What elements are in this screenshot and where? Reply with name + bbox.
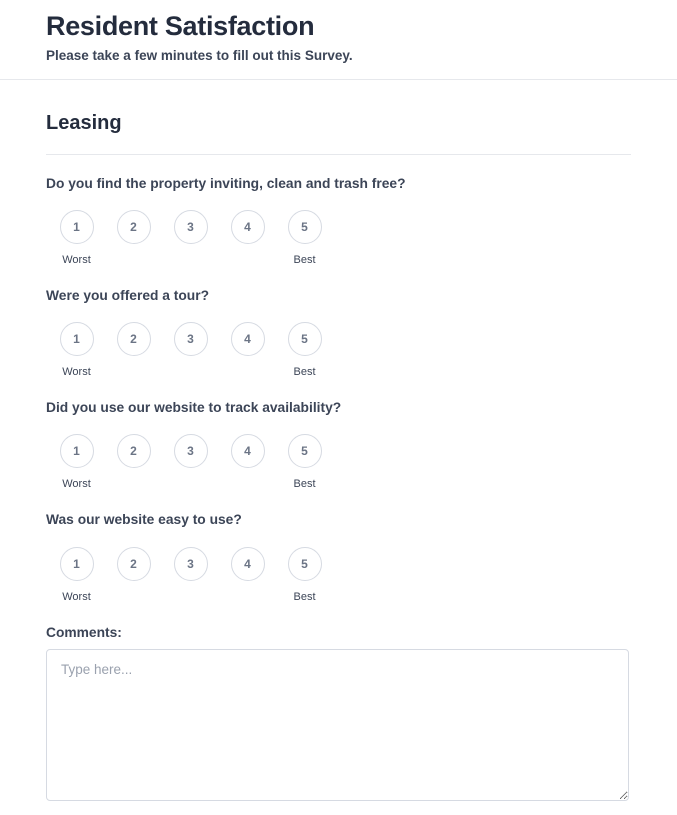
rating-option-5 (276, 210, 333, 267)
rating-option-3 (162, 322, 219, 379)
rating-scale (46, 547, 631, 604)
rating-label-worst: Worst (62, 478, 91, 491)
rating-circle-5[interactable]: 5 (288, 547, 322, 581)
rating-option-3 (162, 210, 219, 267)
rating-circle-3[interactable]: 3 (174, 547, 208, 581)
rating-circle-2[interactable]: 2 (117, 210, 151, 244)
rating-scale (46, 434, 631, 491)
question-block (46, 155, 631, 267)
rating-option-1 (48, 547, 105, 604)
rating-option-1 (48, 210, 105, 267)
question-text: Do you find the property inviting, clean and trash free? (46, 175, 406, 191)
rating-label-best: Best (293, 478, 316, 491)
rating-option-5 (276, 434, 333, 491)
rating-circle-5[interactable]: 5 (288, 434, 322, 468)
leasing-section (0, 110, 677, 815)
rating-option-5 (276, 547, 333, 604)
rating-circle-1[interactable]: 1 (60, 434, 94, 468)
rating-circle-5[interactable]: 5 (288, 210, 322, 244)
rating-circle-4[interactable]: 4 (231, 434, 265, 468)
rating-option-2 (105, 547, 162, 604)
rating-circle-2[interactable]: 2 (117, 547, 151, 581)
rating-circle-4[interactable]: 4 (231, 210, 265, 244)
rating-option-4 (219, 210, 276, 267)
rating-option-2 (105, 210, 162, 267)
question-block (46, 267, 631, 379)
rating-option-4 (219, 322, 276, 379)
comments-label: Comments: (46, 624, 122, 640)
question-block (46, 379, 631, 491)
comments-input[interactable] (46, 649, 629, 801)
survey-header (0, 0, 677, 80)
rating-circle-3[interactable]: 3 (174, 322, 208, 356)
rating-option-5 (276, 322, 333, 379)
rating-option-4 (219, 547, 276, 604)
rating-scale (46, 210, 631, 267)
page-title: Resident Satisfaction (46, 11, 315, 41)
rating-option-4 (219, 434, 276, 491)
question-text: Did you use our website to track availability? (46, 400, 342, 416)
rating-scale (46, 322, 631, 379)
rating-circle-3[interactable]: 3 (174, 434, 208, 468)
rating-option-3 (162, 547, 219, 604)
rating-circle-2[interactable]: 2 (117, 434, 151, 468)
rating-circle-5[interactable]: 5 (288, 322, 322, 356)
rating-label-best: Best (293, 590, 316, 603)
rating-circle-1[interactable]: 1 (60, 547, 94, 581)
rating-option-3 (162, 434, 219, 491)
rating-circle-4[interactable]: 4 (231, 322, 265, 356)
rating-label-worst: Worst (62, 590, 91, 603)
rating-circle-3[interactable]: 3 (174, 210, 208, 244)
rating-label-best: Best (293, 253, 316, 266)
question-text: Was our website easy to use? (46, 512, 242, 528)
question-block (46, 491, 631, 603)
rating-option-2 (105, 322, 162, 379)
rating-option-1 (48, 322, 105, 379)
rating-label-best: Best (293, 366, 316, 379)
rating-circle-4[interactable]: 4 (231, 547, 265, 581)
rating-label-worst: Worst (62, 366, 91, 379)
rating-circle-1[interactable]: 1 (60, 322, 94, 356)
rating-circle-2[interactable]: 2 (117, 322, 151, 356)
rating-label-worst: Worst (62, 253, 91, 266)
rating-option-2 (105, 434, 162, 491)
rating-circle-1[interactable]: 1 (60, 210, 94, 244)
section-title: Leasing (46, 111, 122, 134)
comments-block (46, 604, 631, 815)
page-subtitle: Please take a few minutes to fill out this Survey. (46, 48, 353, 64)
question-text: Were you offered a tour? (46, 287, 210, 303)
rating-option-1 (48, 434, 105, 491)
